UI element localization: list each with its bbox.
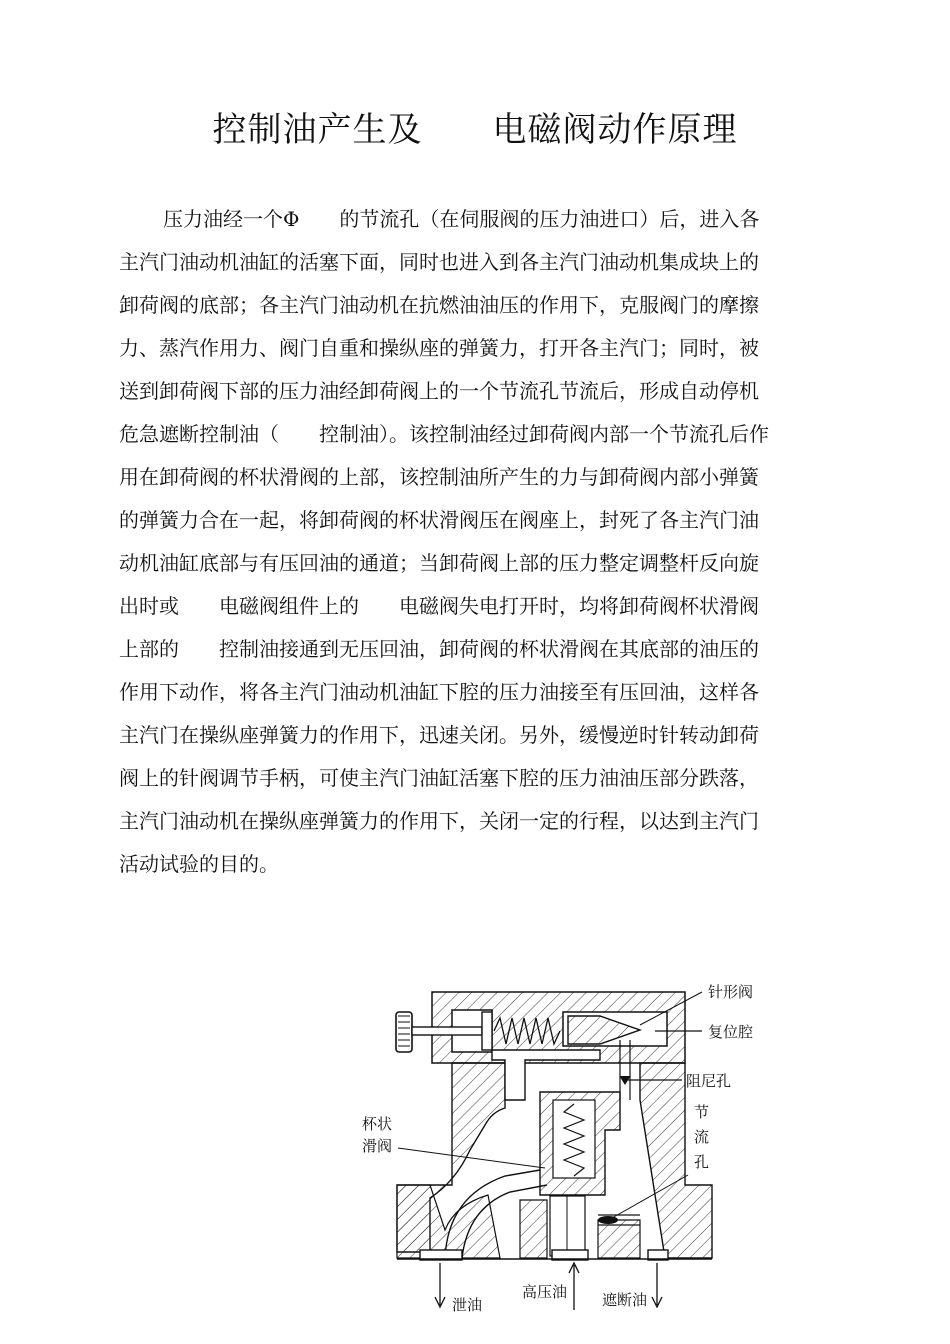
throttle-orifice-mark xyxy=(598,1216,618,1224)
paragraph-line: 的弹簧力合在一起，将卸荷阀的杯状滑阀压在阀座上，封死了各主汽门油 xyxy=(119,508,759,532)
high-pressure-arrow xyxy=(569,1263,579,1310)
page-title: 控制油产生及 电磁阀动作原理 xyxy=(212,110,738,150)
valve-body-base xyxy=(397,1185,500,1258)
cup-inner xyxy=(553,1100,595,1178)
leader-cup xyxy=(398,1148,545,1168)
unloading-valve-diagram xyxy=(350,975,770,1344)
paragraph-line: 阀上的针阀调节手柄，可使主汽门油缸活塞下腔的压力油油压部分跌落， xyxy=(119,766,759,790)
label-high-pressure-oil: 高压油 xyxy=(522,1283,568,1301)
paragraph-line: 压力油经一个Φ 的节流孔（在伺服阀的压力油进口）后，进入各 xyxy=(163,207,760,231)
label-reset-chamber: 复位腔 xyxy=(708,1023,754,1041)
label-cup-1: 杯状 xyxy=(362,1115,393,1133)
label-damping-orifice: 阻尼孔 xyxy=(686,1072,732,1090)
body-paragraph xyxy=(119,198,839,886)
label-throttle-1: 节 xyxy=(694,1103,710,1121)
paragraph-line: 用在卸荷阀的杯状滑阀的上部，该控制油所产生的力与卸荷阀内部小弹簧 xyxy=(119,465,759,489)
label-throttle-3: 孔 xyxy=(694,1153,710,1171)
adjust-stem xyxy=(412,1027,482,1035)
label-drain-oil: 泄油 xyxy=(452,1296,483,1314)
paragraph-line: 活动试验的目的。 xyxy=(119,852,279,876)
paragraph-line: 上部的 控制油接通到无压回油，卸荷阀的杯状滑阀在其底部的油压的 xyxy=(119,637,759,661)
drain-arrow xyxy=(435,1263,445,1307)
trip-arrow xyxy=(652,1263,662,1307)
label-cup-2: 滑阀 xyxy=(362,1137,393,1155)
paragraph-line: 作用下动作，将各主汽门油动机油缸下腔的压力油接至有压回油，这样各 xyxy=(119,680,759,704)
paragraph-line: 主汽门在操纵座弹簧力的作用下，迅速关闭。另外，缓慢逆时针转动卸荷 xyxy=(119,723,759,747)
plunger xyxy=(482,1012,492,1050)
label-needle-valve: 针形阀 xyxy=(708,983,754,1001)
label-trip-oil: 遮断油 xyxy=(602,1291,648,1309)
label-throttle-2: 流 xyxy=(694,1128,710,1146)
paragraph-line: 危急遮断控制油（ 控制油）。该控制油经过卸荷阀内部一个节流孔后作 xyxy=(119,422,769,446)
paragraph-line: 主汽门油动机在操纵座弹簧力的作用下，关闭一定的行程，以达到主汽门 xyxy=(119,809,759,833)
needle-valve xyxy=(568,1016,640,1044)
paragraph-line: 主汽门油动机油缸的活塞下面，同时也进入到各主汽门油动机集成块上的 xyxy=(119,250,759,274)
paragraph-line: 出时或 电磁阀组件上的 电磁阀失电打开时，均将卸荷阀杯状滑阀 xyxy=(119,594,759,618)
paragraph-line: 卸荷阀的底部；各主汽门油动机在抗燃油油压的作用下，克服阀门的摩擦 xyxy=(119,293,759,317)
paragraph-line: 力、蒸汽作用力、阀门自重和操纵座的弹簧力，打开各主汽门；同时，被 xyxy=(119,336,759,360)
paragraph-line: 送到卸荷阀下部的压力油经卸荷阀上的一个节流孔节流后，形成自动停机 xyxy=(119,379,759,403)
paragraph-line: 动机油缸底部与有压回油的通道；当卸荷阀上部的压力整定调整杆反向旋 xyxy=(119,551,759,575)
